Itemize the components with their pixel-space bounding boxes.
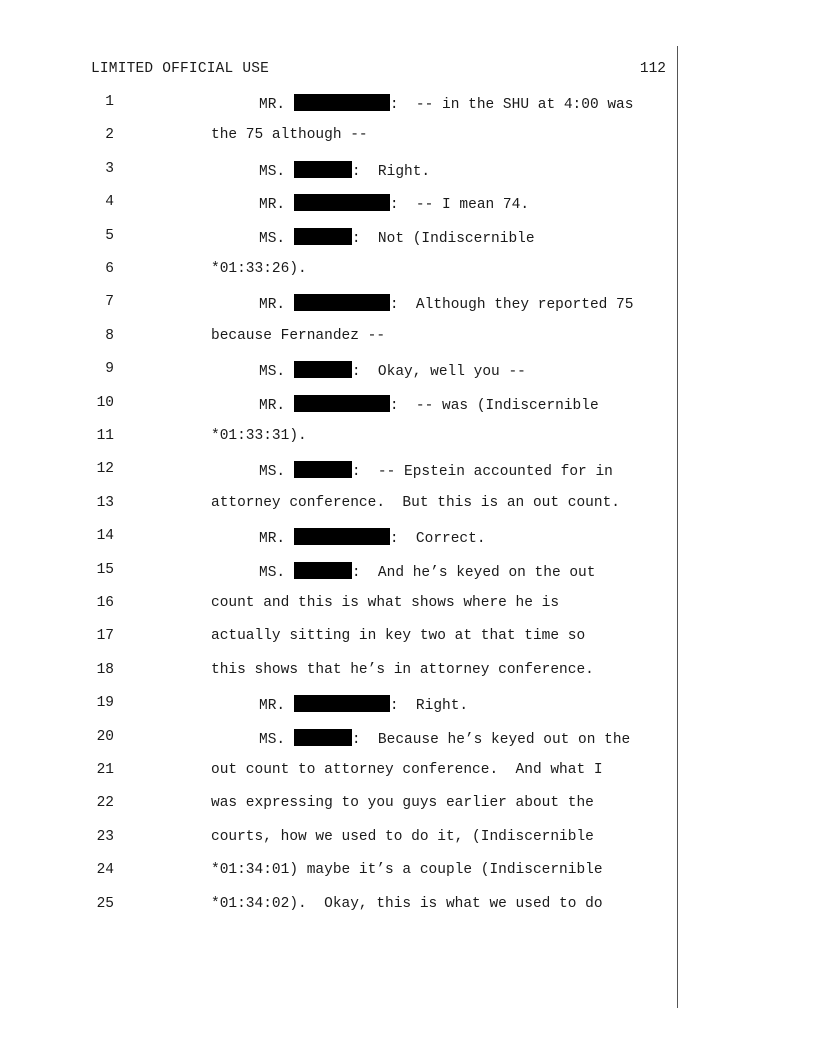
spoken-text: *01:34:02). Okay, this is what we used to do — [211, 895, 603, 912]
line-text — [259, 294, 633, 313]
line-number: 13 — [96, 494, 114, 511]
spoken-text: *01:33:31). — [211, 428, 307, 444]
line-number: 18 — [96, 661, 114, 678]
transcript-line — [0, 896, 680, 916]
speaker-prefix: MS. — [259, 564, 286, 581]
spoken-text: : Not (Indiscernible — [351, 230, 535, 247]
line-text — [259, 361, 526, 380]
spoken-text: because Fernandez -- — [211, 327, 386, 344]
transcript-line — [0, 294, 680, 314]
spoken-text: : Although they reported 75 — [389, 297, 634, 314]
transcript-line — [0, 261, 680, 281]
redaction-box — [294, 528, 390, 545]
speaker-prefix: MR. — [259, 698, 286, 715]
transcript-line — [0, 428, 680, 448]
spoken-text: : -- was (Indiscernible — [389, 397, 599, 414]
transcript-line — [0, 628, 680, 648]
transcript-line — [0, 361, 680, 381]
redaction-box — [294, 562, 352, 579]
transcript-line — [0, 595, 680, 615]
spoken-text: : Right. — [351, 163, 431, 180]
line-text — [259, 228, 535, 247]
line-number: 11 — [96, 428, 114, 444]
line-number: 6 — [105, 261, 114, 277]
transcript-line — [0, 395, 680, 415]
speaker-prefix: MS. — [259, 731, 286, 748]
line-number: 25 — [96, 895, 114, 912]
spoken-text: this shows that he’s in attorney conference. — [211, 661, 594, 678]
spoken-text: out count to attorney conference. And what I — [211, 762, 603, 778]
redaction-box — [294, 94, 390, 111]
spoken-text: was expressing to you guys earlier about the — [211, 795, 594, 812]
line-number: 21 — [96, 762, 114, 778]
transcript-line — [0, 328, 680, 348]
line-number: 17 — [96, 628, 114, 645]
line-text — [211, 127, 368, 143]
line-text — [259, 194, 529, 213]
spoken-text: : -- Epstein accounted for in — [351, 464, 613, 481]
transcript-line — [0, 161, 680, 181]
line-number: 9 — [105, 361, 114, 378]
speaker-prefix: MR. — [259, 531, 286, 548]
spoken-text: : Right. — [389, 698, 469, 715]
spoken-text: *01:33:26). — [211, 261, 307, 277]
spoken-text: *01:34:01) maybe it’s a couple (Indiscernible — [211, 862, 603, 879]
spoken-text: : And he’s keyed on the out — [351, 564, 596, 581]
spoken-text: : Correct. — [389, 531, 486, 548]
redaction-box — [294, 194, 390, 211]
classification-header: LIMITED OFFICIAL USE — [91, 61, 270, 77]
line-text — [211, 662, 594, 678]
transcript-line — [0, 562, 680, 582]
transcript-line — [0, 495, 680, 515]
line-text — [211, 829, 594, 845]
transcript-line — [0, 862, 680, 882]
transcript-line — [0, 228, 680, 248]
line-text — [211, 628, 585, 644]
line-text — [211, 428, 307, 444]
redaction-box — [294, 695, 390, 712]
line-text — [211, 795, 594, 811]
line-number: 19 — [96, 695, 114, 712]
spoken-text: attorney conference. But this is an out count. — [211, 494, 620, 511]
line-number: 12 — [96, 461, 114, 478]
transcript-line — [0, 795, 680, 815]
line-text — [211, 328, 385, 344]
line-number: 20 — [96, 728, 114, 745]
spoken-text: : Okay, well you -- — [351, 364, 526, 381]
speaker-prefix: MS. — [259, 464, 286, 481]
redaction-box — [294, 395, 390, 412]
transcript-line — [0, 127, 680, 147]
line-text — [211, 495, 620, 511]
line-text — [259, 562, 595, 581]
speaker-prefix: MR. — [259, 297, 286, 314]
transcript-line — [0, 194, 680, 214]
transcript-line — [0, 662, 680, 682]
line-number: 10 — [96, 394, 114, 411]
line-text — [259, 695, 468, 714]
line-number: 1 — [105, 94, 114, 110]
redaction-box — [294, 361, 352, 378]
transcript-line — [0, 729, 680, 749]
transcript-line — [0, 762, 680, 782]
spoken-text: : Because he’s keyed out on the — [351, 731, 631, 748]
line-text — [259, 461, 613, 480]
transcript-line — [0, 695, 680, 715]
line-text — [211, 595, 559, 611]
line-number: 14 — [96, 528, 114, 545]
line-number: 15 — [96, 561, 114, 578]
line-number: 8 — [105, 327, 114, 344]
line-number: 7 — [105, 294, 114, 311]
line-number: 16 — [96, 595, 114, 611]
line-text — [211, 862, 603, 878]
redaction-box — [294, 228, 352, 245]
spoken-text: : -- I mean 74. — [389, 197, 530, 214]
speaker-prefix: MR. — [259, 97, 286, 113]
line-text — [211, 762, 603, 778]
transcript-line — [0, 528, 680, 548]
line-number: 5 — [105, 227, 114, 244]
line-number: 23 — [96, 828, 114, 845]
spoken-text: : -- in the SHU at 4:00 was — [389, 97, 634, 113]
transcript-line — [0, 829, 680, 849]
speaker-prefix: MR. — [259, 197, 286, 214]
speaker-prefix: MS. — [259, 230, 286, 247]
line-number: 22 — [96, 795, 114, 812]
transcript-line — [0, 94, 680, 114]
line-number: 4 — [105, 194, 114, 211]
redaction-box — [294, 729, 352, 746]
speaker-prefix: MR. — [259, 397, 286, 414]
line-number: 24 — [96, 862, 114, 879]
speaker-prefix: MS. — [259, 163, 286, 180]
redaction-box — [294, 461, 352, 478]
line-text — [259, 161, 430, 180]
redaction-box — [294, 161, 352, 178]
speaker-prefix: MS. — [259, 364, 286, 381]
line-text — [259, 729, 630, 748]
spoken-text: count and this is what shows where he is — [211, 595, 560, 611]
page-number: 112 — [639, 61, 666, 77]
line-text — [211, 896, 603, 912]
line-text — [259, 528, 486, 547]
line-number: 3 — [105, 160, 114, 177]
spoken-text: courts, how we used to do it, (Indiscernible — [211, 828, 594, 845]
line-text — [211, 261, 307, 277]
spoken-text: actually sitting in key two at that time so — [211, 628, 586, 645]
redaction-box — [294, 294, 390, 311]
line-text — [259, 395, 599, 414]
transcript-line — [0, 461, 680, 481]
spoken-text: the 75 although -- — [211, 127, 368, 144]
line-number: 2 — [105, 127, 114, 144]
line-text — [259, 94, 633, 113]
